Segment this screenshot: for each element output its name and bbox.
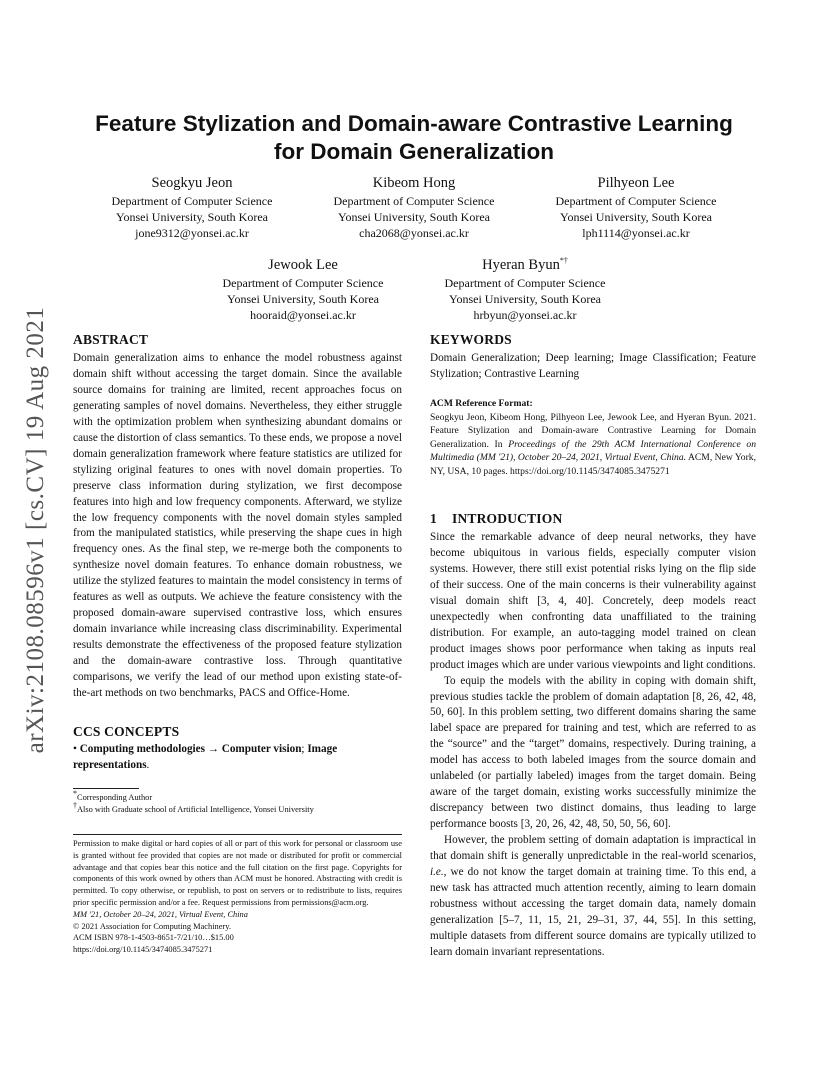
author-email[interactable]: lph1114@yonsei.ac.kr xyxy=(582,226,690,240)
author-department: Department of Computer Science xyxy=(333,194,495,208)
footnote-1-text: Corresponding Author xyxy=(77,793,153,802)
acm-reference-heading: ACM Reference Format: xyxy=(430,398,533,409)
author-department: Department of Computer Science xyxy=(222,276,384,290)
author-block xyxy=(72,174,312,241)
ccs-separator: ; xyxy=(301,743,308,755)
section-title: INTRODUCTION xyxy=(452,511,563,526)
acm-reference-part-2: ACM, New York, NY, USA, 10 pages. https://doi.org/10.1145/3474085.3475271 xyxy=(430,452,756,477)
acm-reference-text xyxy=(430,411,756,478)
footnote-1 xyxy=(73,789,402,804)
ccs-concept-secondary: Image representations xyxy=(73,743,338,771)
intro-paragraph-3 xyxy=(430,833,756,961)
footnotes xyxy=(73,789,402,816)
footnote-2-mark: † xyxy=(73,801,77,810)
footnote-rule xyxy=(73,788,139,789)
author-affiliation: Yonsei University, South Korea xyxy=(227,292,379,306)
permission-block xyxy=(73,838,402,956)
author-department: Department of Computer Science xyxy=(444,276,606,290)
author-name: Kibeom Hong xyxy=(372,175,456,191)
footnote-2 xyxy=(73,801,402,816)
author-affiliation: Yonsei University, South Korea xyxy=(338,210,490,224)
author-department: Department of Computer Science xyxy=(555,194,717,208)
introduction-body xyxy=(430,530,756,961)
author-name: Jewook Lee xyxy=(268,257,338,273)
ccs-heading: CCS CONCEPTS xyxy=(73,724,180,739)
paper-title-line-1: Feature Stylization and Domain-aware Contrastive Learning xyxy=(95,111,733,136)
footnote-2-text: Also with Graduate school of Artificial Intelligence, Yonsei University xyxy=(77,804,314,814)
author-block xyxy=(294,174,534,241)
author-name: Pilhyeon Lee xyxy=(597,175,675,191)
paper-title-line-2: for Domain Generalization xyxy=(273,139,555,164)
author-name: Hyeran Byun xyxy=(482,257,560,273)
author-name-with-marks xyxy=(405,256,645,274)
introduction-heading xyxy=(430,511,562,527)
keywords-text: Domain Generalization; Deep learning; Image Classification; Feature Stylization; Contrastive Learning xyxy=(430,352,756,380)
author-affiliation: Yonsei University, South Korea xyxy=(449,292,601,306)
keywords-heading: KEYWORDS xyxy=(430,332,512,347)
intro-paragraph-3-part-b: , we do not know the target domain at training time. To this end, a new task has attracted much attention recently, aiming to learn domain robustness without accessing the target domain data, namely domain generalization [5–7, 11, 15, 21, 29–31, 37, 44, 55]. In this setting, multiple datasets from different source domains are typically utilized to learn domain invariant representations. xyxy=(430,866,756,958)
acm-reference-part-1: Seogkyu Jeon, Kibeom Hong, Pilhyeon Lee, Jewook Lee, and Hyeran Byun. 2021. Feature Stylization and Domain-aware Contrastive Learning for Domain Generalization. In xyxy=(430,412,756,450)
intro-paragraph-2: To equip the models with the ability in coping with domain shift, previous studies tackle the problem of domain adaptation [8, 26, 42, 48, 50, 60]. In this problem setting, two different domains sharing the same label space are prepared for training and test, which are referred to as the “source” and the “target” domains, respectively. During training, a model has access to both labeled images from the source domain and unlabeled (or partially labeled) images from the target domain. Being aware of the target domain, existing works successfully minimize the discrepancy between two distinct domains, thus leading to large performance boosts [3, 20, 26, 42, 48, 50, 50, 56, 60]. xyxy=(430,674,756,831)
author-block xyxy=(516,174,756,241)
permission-copyright: © 2021 Association for Computing Machinery. xyxy=(73,921,231,931)
author-name: Seogkyu Jeon xyxy=(151,175,233,191)
permission-venue: MM '21, October 20–24, 2021, Virtual Event, China xyxy=(73,909,248,919)
ccs-concept-primary: Computing methodologies → Computer vision xyxy=(79,743,302,755)
intro-paragraph-1: Since the remarkable advance of deep neural networks, they have become ubiquitous in various fields, especially computer vision systems. However, there still exist potential risks lying on the flip side of their success. One of the main concerns is their vulnerability against visual domain shift [3, 4, 40]. Concretely, deep models react unexpectedly when confronting data unaffiliated to the training distribution. For example, an auto-tagging model trained on clean product images shows poor performance when taking as inputs real product images which are under various viewpoints and light conditions. xyxy=(430,531,756,671)
permission-doi[interactable]: https://doi.org/10.1145/3474085.3475271 xyxy=(73,945,213,955)
permission-isbn: ACM ISBN 978-1-4503-8651-7/21/10…$15.00 xyxy=(73,933,234,943)
ccs-concepts xyxy=(73,742,402,774)
permission-rule xyxy=(73,834,402,835)
author-affiliation: Yonsei University, South Korea xyxy=(116,210,268,224)
ccs-bullet: • xyxy=(73,743,77,755)
author-department: Department of Computer Science xyxy=(111,194,273,208)
section-number: 1 xyxy=(430,511,437,526)
paper-title xyxy=(60,110,768,166)
author-block xyxy=(405,256,645,323)
author-email[interactable]: hrbyun@yonsei.ac.kr xyxy=(473,308,577,322)
author-footnote-marks: *† xyxy=(559,256,568,266)
author-email[interactable]: hooraid@yonsei.ac.kr xyxy=(250,308,356,322)
author-affiliation: Yonsei University, South Korea xyxy=(560,210,712,224)
author-block xyxy=(183,256,423,323)
intro-paragraph-3-part-a: However, the problem setting of domain adaptation is impractical in that domain shift is generally unpredictable in the real-world scenarios, xyxy=(430,834,756,863)
arxiv-identifier-text: arXiv:2108.08596v1 [cs.CV] 19 Aug 2021 xyxy=(22,306,49,754)
author-email[interactable]: jone9312@yonsei.ac.kr xyxy=(135,226,249,240)
intro-paragraph-3-ie: i.e. xyxy=(430,866,444,879)
author-email[interactable]: cha2068@yonsei.ac.kr xyxy=(359,226,469,240)
abstract-heading: ABSTRACT xyxy=(73,332,149,347)
footnote-1-mark: * xyxy=(73,789,77,799)
abstract-text: Domain generalization aims to enhance the model robustness against domain shift without accessing the target domain. Since the available source domains for training are limited, recent approaches focus on generating samples of novel domains. Nevertheless, they either struggle with the optimization problem when synthesizing abundant domains or cause the distortion of class semantics. To these ends, we propose a novel domain generalization framework where feature statistics are utilized for stylizing original features to ones with novel domain properties. To preserve class information during stylization, we first decompose features into high and low frequency components. Afterward, we stylize the low frequency components with the novel domain styles sampled from the manipulated statistics, while preserving the shape cues in high frequency ones. As the final step, we re-merge both the components to synthesize novel domain features. To enhance domain robustness, we utilize the stylized features to maintain the model consistency in terms of features as well as outputs. We achieve the feature consistency with the proposed domain-aware supervised contrastive loss, which ensures domain invariance while increasing class discriminability. Experimental results demonstrate the effectiveness of the proposed feature stylization and the domain-aware contrastive loss. Through quantitative comparisons, we verify the lead of our method upon existing state-of-the-art methods on two benchmarks, PACS and Office-Home. xyxy=(73,352,402,700)
acm-reference-proceedings: Proceedings of the 29th ACM International Conference on Multimedia (MM '21), October 20–24, 2021, Virtual Event, China. xyxy=(430,438,757,464)
permission-text: Permission to make digital or hard copies of all or part of this work for personal or classroom use is granted without fee provided that copies are not made or distributed for profit or commercial advantage and that copies bear this notice and the full citation on the first page. Copyrights for components of this work owned by others than ACM must be honored. Abstracting with credit is permitted. To copy otherwise, or republish, to post on servers or to redistribute to lists, requires prior specific permission and/or a fee. Request permissions from permissions@acm.org. xyxy=(73,839,402,907)
ccs-end: . xyxy=(146,758,150,771)
